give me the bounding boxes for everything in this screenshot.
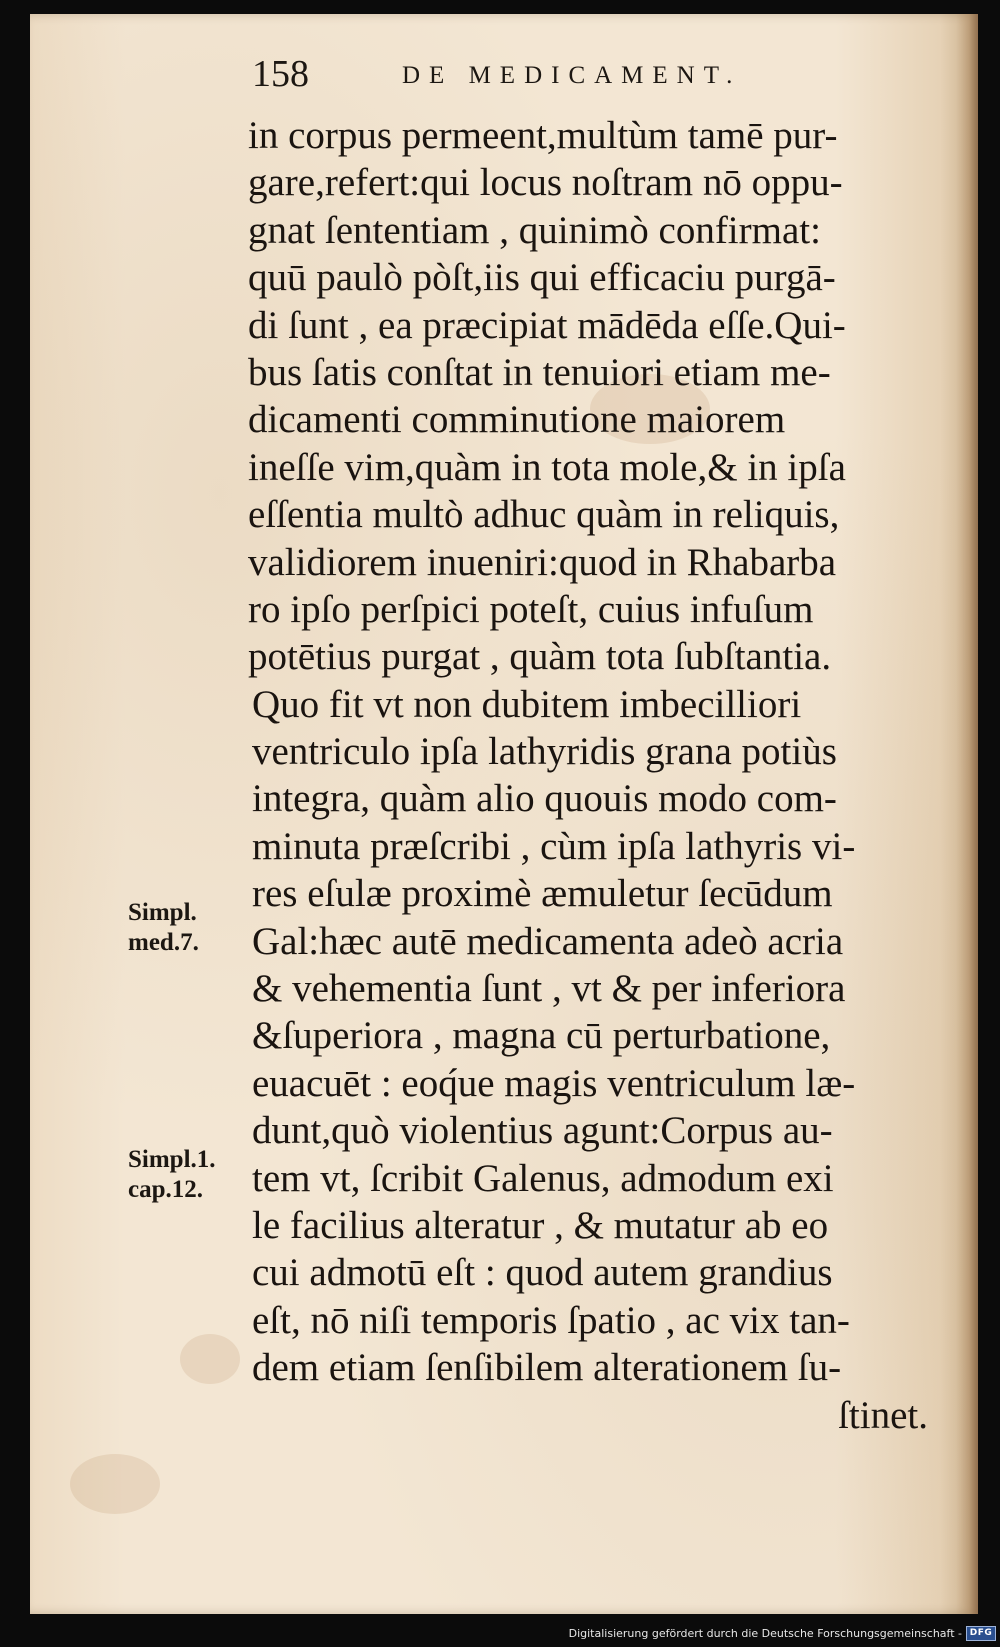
margin-note-line: cap.12. — [128, 1176, 203, 1203]
text-line: dicamenti comminutione maiorem — [248, 398, 786, 442]
text-line: potētius purgat , quàm tota ſubſtantia. — [248, 635, 832, 679]
text-line-catchword: ſtinet. — [838, 1393, 928, 1437]
text-line: in corpus permeent,multùm tamē pur- — [248, 114, 838, 157]
text-line: quū paulò pòſt,iis qui efficaciu purgā- — [248, 256, 836, 300]
margin-note — [128, 898, 199, 958]
text-line: ventriculo ipſa lathyridis grana potiùs — [252, 730, 837, 774]
text-line: cui admotū eſt : quod autem grandius — [252, 1251, 833, 1295]
text-line: le facilius alteratur , & mutatur ab eo — [252, 1203, 829, 1247]
footer-credit: Digitalisierung gefördert durch die Deutsche Forschungsgemeinschaft - — [568, 1626, 962, 1640]
text-line: validiorem inueniri:quod in Rhabarba — [248, 540, 837, 584]
digitization-footer — [569, 1622, 996, 1644]
running-head: DE MEDICAMENT. — [402, 62, 742, 89]
page-number: 158 — [252, 53, 309, 95]
text-line: tem vt, ſcribit Galenus, admodum exi — [252, 1156, 834, 1200]
text-line: eſt, nō niſi temporis ſpatio , ac vix tan- — [252, 1298, 850, 1342]
text-line: di ſunt , ea præcipiat mādēda eſſe.Qui- — [248, 303, 846, 347]
text-line: euacuēt : eoq́ue magis ventriculum læ- — [252, 1061, 856, 1105]
margin-note-line: med.7. — [128, 929, 199, 956]
margin-note — [128, 1145, 216, 1205]
text-line: &ſuperiora , magna cū perturbatione, — [252, 1014, 831, 1058]
margin-note-line: Simpl. — [128, 899, 197, 926]
text-line: Quo fit vt non dubitem imbecilliori — [252, 682, 802, 726]
text-line: gnat ſententiam , quinimò confirmat: — [248, 208, 821, 252]
page-edge-shadow — [956, 14, 978, 1614]
text-line: eſſentia multò adhuc quàm in reliquis, — [248, 493, 840, 537]
paper-stain — [180, 1334, 240, 1384]
text-line: minuta præſcribi , cùm ipſa lathyris vi- — [252, 824, 856, 868]
page-header — [252, 52, 852, 104]
text-line: res eſulæ proximè æmuletur ſecūdum — [252, 872, 833, 916]
text-line: Gal:hæc autē medicamenta adeò acria — [252, 919, 844, 963]
text-line: integra, quàm alio quouis modo com- — [252, 777, 837, 821]
text-line: gare,refert:qui locus noſtram nō oppu- — [248, 161, 843, 205]
margin-note-line: Simpl.1. — [128, 1146, 216, 1173]
text-line: dem etiam ſenſibilem alterationem ſu- — [252, 1346, 842, 1390]
paper-stain — [70, 1454, 160, 1514]
dfg-logo-icon: DFG — [966, 1626, 996, 1641]
text-line: ineſſe vim,quàm in tota mole,& in ipſa — [248, 445, 846, 489]
text-line: bus ſatis conſtat in tenuiori etiam me- — [248, 350, 831, 394]
main-text — [248, 112, 938, 1439]
text-line: ro ipſo perſpici poteſt, cuius infuſum — [248, 587, 814, 631]
text-line: & vehementia ſunt , vt & per inferiora — [252, 967, 846, 1011]
text-line: dunt,quò violentius agunt:Corpus au- — [252, 1109, 833, 1153]
